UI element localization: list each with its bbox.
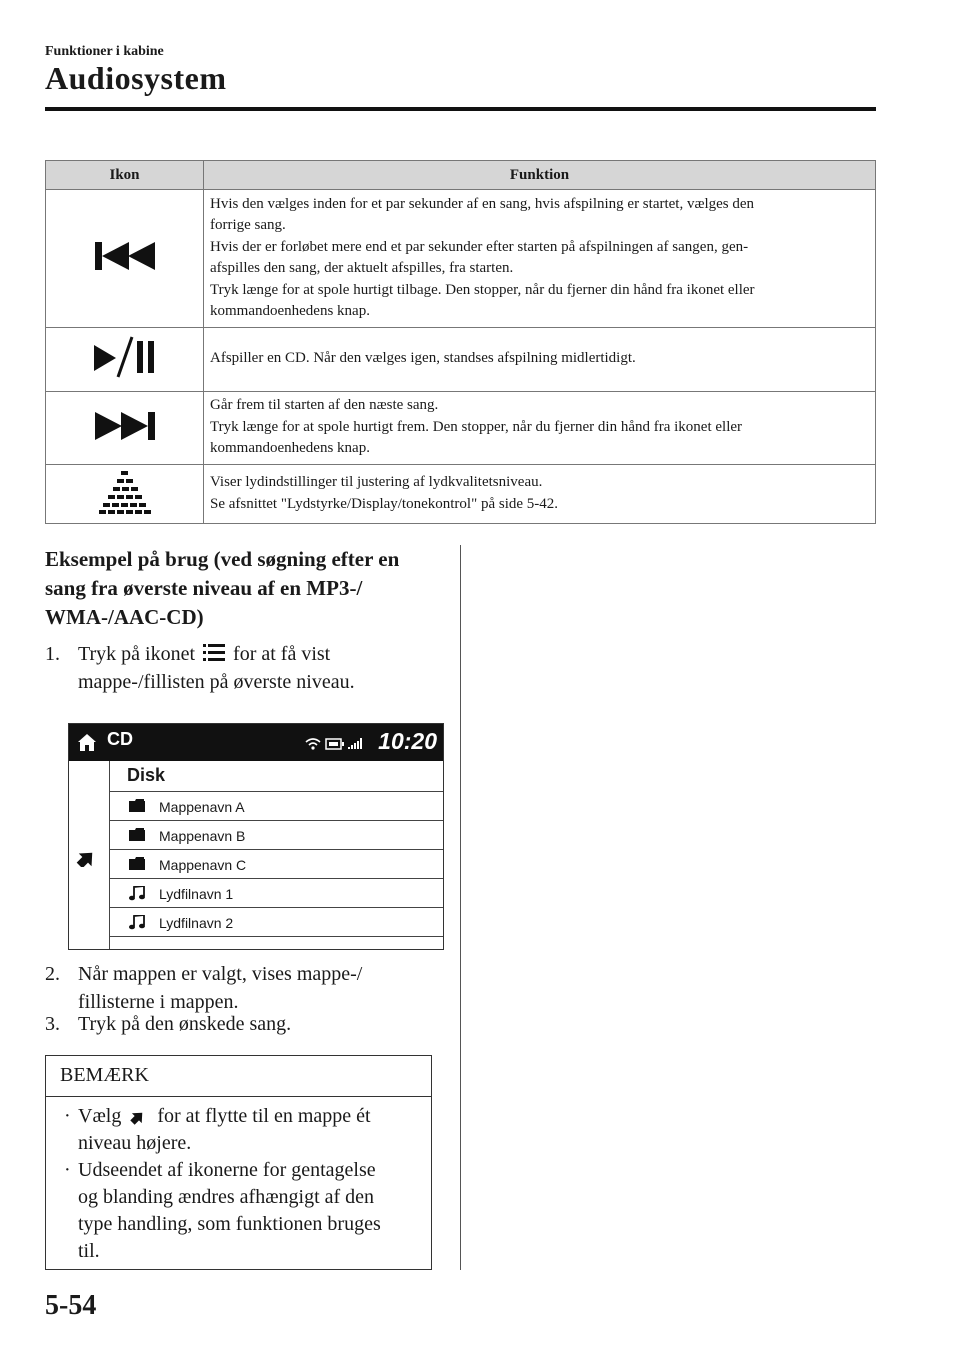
home-icon[interactable] <box>77 733 97 752</box>
note-box <box>45 1055 432 1270</box>
desc-line: Hvis der er forløbet mere end et par sekunder efter starten på afspilningen af sangen, gen- <box>210 238 749 255</box>
list-item-label: Mappenavn C <box>159 857 247 873</box>
list-item-label: Lydfilnavn 1 <box>159 886 234 902</box>
folder-icon <box>129 857 145 870</box>
music-note-icon <box>129 886 145 901</box>
folder-icon <box>129 799 145 812</box>
list-item[interactable] <box>110 791 443 821</box>
step-text: fillisterne i mappen. <box>78 991 239 1013</box>
list-item-label: Mappenavn A <box>159 799 245 815</box>
table-row <box>46 392 876 465</box>
cd-screen <box>68 723 444 950</box>
step-text: Tryk på den ønskede sang. <box>78 1013 292 1035</box>
note-text: type handling, som funktionen bruges <box>78 1213 381 1235</box>
screen-sidebar <box>69 761 110 949</box>
table-row <box>46 465 876 524</box>
skip-back-icon <box>93 241 157 271</box>
heading-line: Eksempel på brug (ved søgning efter en <box>45 547 400 571</box>
list-icon <box>203 643 225 663</box>
table-row <box>46 328 876 392</box>
note-text: til. <box>78 1240 100 1262</box>
music-note-icon <box>129 915 145 930</box>
folder-up-icon[interactable] <box>75 847 101 867</box>
heading-line: sang fra øverste niveau af en MP3-/ <box>45 576 363 600</box>
screen-header <box>69 724 443 761</box>
list-item[interactable] <box>110 907 443 937</box>
battery-icon <box>325 738 345 750</box>
desc-line: Hvis den vælges inden for et par sekunder af en sang, hvis afspilning er startet, vælges den <box>210 195 755 212</box>
table-row <box>46 190 876 328</box>
desc-line: kommandoenhedens knap. <box>210 303 370 319</box>
step-2 <box>45 960 445 1016</box>
step-text: Når mappen er valgt, vises mappe-/ <box>78 963 363 985</box>
note-text: niveau højere. <box>78 1132 192 1154</box>
folder-up-icon <box>129 1107 149 1125</box>
list-item <box>110 936 443 950</box>
list-item[interactable] <box>110 878 443 908</box>
sound-settings-icon <box>97 469 153 515</box>
screen-clock: 10:20 <box>378 728 437 754</box>
screen-title: CD <box>107 729 133 749</box>
note-text: for at flytte til en mappe ét <box>157 1105 371 1127</box>
table-header-row <box>46 161 876 190</box>
list-item[interactable] <box>110 820 443 850</box>
col-header-icon: Ikon <box>46 161 204 190</box>
step-text: Tryk på ikonet <box>78 643 196 665</box>
note-body <box>60 1103 425 1265</box>
heading-line: WMA-/AAC-CD) <box>45 605 204 629</box>
desc-line: Afspiller en CD. Når den vælges igen, standses afspilning midlertidigt. <box>210 350 636 367</box>
desc-line: forrige sang. <box>210 217 286 233</box>
play-pause-icon <box>92 335 158 379</box>
skip-forward-icon <box>93 411 157 441</box>
step-number: 2. <box>45 963 60 985</box>
step-number: 3. <box>45 1013 60 1035</box>
column-divider <box>460 545 461 1270</box>
step-3 <box>45 1010 445 1038</box>
list-title: Disk <box>127 765 166 785</box>
note-title-text: BEMÆRK <box>60 1064 149 1086</box>
page-title: Audiosystem <box>45 60 227 96</box>
list-item-label: Lydfilnavn 2 <box>159 915 234 931</box>
col-header-function: Funktion <box>204 161 876 190</box>
note-title <box>46 1056 431 1097</box>
desc-line: Se afsnittet "Lydstyrke/Display/tonekontrol" på side 5-42. <box>210 495 559 512</box>
section-label: Funktioner i kabine <box>45 44 164 59</box>
step-1 <box>45 640 445 696</box>
note-bullet: · Vælg for at flytte til en mappe ét niveau højere. <box>60 1103 425 1157</box>
desc-line: Tryk længe for at spole hurtigt frem. Den stopper, når du fjerner din hånd fra ikonet eller <box>210 418 743 435</box>
note-text: Udseendet af ikonerne for gentagelse <box>78 1159 376 1181</box>
note-text: og blanding ændres afhængigt af den <box>78 1186 375 1208</box>
desc-line: Viser lydindstillinger til justering af lydkvalitetsniveau. <box>210 474 543 490</box>
desc-line: afspilles den sang, der aktuelt afspilles, fra starten. <box>210 260 514 276</box>
step-text: for at få vist <box>233 643 331 665</box>
title-rule <box>45 107 876 111</box>
wifi-icon <box>305 737 321 750</box>
desc-line: kommandoenhedens knap. <box>210 440 370 457</box>
folder-icon <box>129 828 145 841</box>
example-heading <box>45 545 445 632</box>
list-item-label: Mappenavn B <box>159 828 246 844</box>
note-text: Vælg <box>78 1105 122 1127</box>
desc-line: Går frem til starten af den næste sang. <box>210 397 439 414</box>
signal-icon <box>348 737 364 749</box>
desc-line: Tryk længe for at spole hurtigt tilbage. Den stopper, når du fjerner din hånd fra ikonet eller <box>210 281 755 298</box>
step-text: mappe-/fillisten på øverste niveau. <box>78 671 355 693</box>
step-number: 1. <box>45 643 60 665</box>
list-item[interactable] <box>110 849 443 879</box>
note-bullet: · Udseendet af ikonerne for gentagelse og blanding ændres afhængigt af den type handling, som funktionen bruges til. <box>60 1157 425 1265</box>
function-table <box>45 160 876 524</box>
page-number: 5-54 <box>45 1290 97 1321</box>
